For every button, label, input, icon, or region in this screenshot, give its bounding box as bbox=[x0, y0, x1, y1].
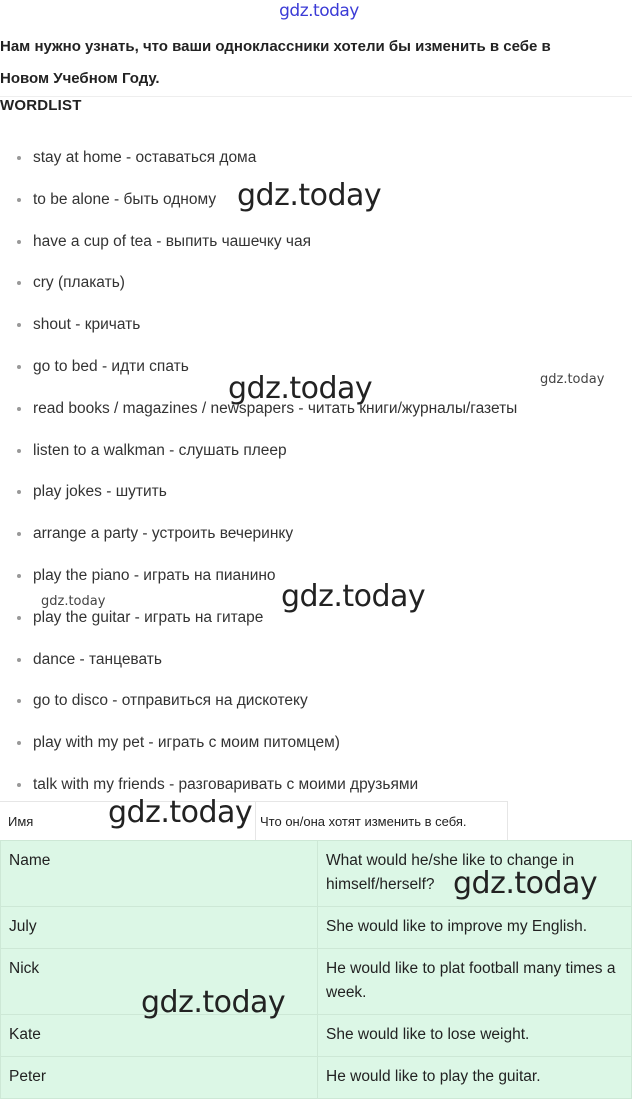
bullet-icon bbox=[17, 616, 21, 620]
cell-name: July bbox=[1, 907, 318, 949]
cell-change: What would he/she like to change in himself/herself? bbox=[318, 841, 632, 907]
bullet-icon bbox=[17, 281, 21, 285]
list-item bbox=[0, 513, 517, 555]
watermark: gdz.today bbox=[141, 985, 286, 1020]
list-item-text: go to bed - идти спать bbox=[33, 357, 189, 375]
header-cell-change: Что он/она хотят изменить в себя. bbox=[256, 802, 508, 842]
bullet-icon bbox=[17, 156, 21, 160]
watermark: gdz.today bbox=[108, 795, 253, 830]
watermark: gdz.today bbox=[281, 579, 426, 614]
cell-name: Nick bbox=[1, 949, 318, 1015]
watermark: gdz.today bbox=[41, 594, 106, 609]
list-item-text: read books / magazines / newspapers - читать книги/журналы/газеты bbox=[33, 399, 518, 417]
bullet-icon bbox=[17, 490, 21, 494]
bullet-icon bbox=[17, 323, 21, 327]
cell-change: She would like to improve my English. bbox=[318, 907, 632, 949]
bullet-icon bbox=[17, 407, 21, 411]
list-item-text: dance - танцевать bbox=[33, 650, 162, 668]
list-item bbox=[0, 555, 517, 597]
bullet-icon bbox=[17, 783, 21, 787]
intro-line-2: Новом Учебном Году. bbox=[0, 70, 160, 87]
list-item bbox=[0, 764, 517, 806]
site-logo: gdz.today bbox=[279, 1, 359, 21]
table-row bbox=[1, 949, 632, 1015]
header-cell-name: Имя bbox=[0, 802, 256, 842]
table-row bbox=[1, 1015, 632, 1057]
list-item bbox=[0, 430, 517, 472]
watermark: gdz.today bbox=[453, 866, 598, 901]
list-item-text: go to disco - отправиться на дискотеку bbox=[33, 692, 308, 710]
watermark: gdz.today bbox=[228, 371, 373, 406]
bullet-icon bbox=[17, 741, 21, 745]
list-item bbox=[0, 221, 517, 263]
cell-change: She would like to lose weight. bbox=[318, 1015, 632, 1057]
table-row bbox=[1, 907, 632, 949]
answer-grid-header bbox=[0, 801, 508, 843]
list-item-text: cry (плакать) bbox=[33, 274, 125, 292]
cell-name: Peter bbox=[1, 1057, 318, 1099]
cell-change: He would like to plat football many times a week. bbox=[318, 949, 632, 1015]
bullet-icon bbox=[17, 699, 21, 703]
cell-change: He would like to play the guitar. bbox=[318, 1057, 632, 1099]
list-item-text: play the piano - играть на пианино bbox=[33, 566, 276, 584]
list-item-text: play jokes - шутить bbox=[33, 483, 167, 501]
list-item-text: play with my pet - играть с моим питомцем) bbox=[33, 734, 340, 752]
bullet-icon bbox=[17, 532, 21, 536]
intro-line-1: Нам нужно узнать, что ваши одноклассники хотели бы изменить в себе в bbox=[0, 38, 551, 55]
task-intro bbox=[0, 31, 600, 95]
bullet-icon bbox=[17, 365, 21, 369]
list-item bbox=[0, 304, 517, 346]
list-item-text: shout - кричать bbox=[33, 316, 141, 334]
watermark: gdz.today bbox=[540, 372, 605, 387]
cell-name: Name bbox=[1, 841, 318, 907]
list-item-text: arrange a party - устроить вечеринку bbox=[33, 525, 294, 543]
list-item-text: listen to a walkman - слушать плеер bbox=[33, 441, 287, 459]
list-item-text: talk with my friends - разговаривать с моими друзьями bbox=[33, 775, 419, 793]
list-item bbox=[0, 471, 517, 513]
wordlist-title: WORDLIST bbox=[0, 97, 82, 114]
bullet-icon bbox=[17, 658, 21, 662]
bullet-icon bbox=[17, 574, 21, 578]
list-item bbox=[0, 262, 517, 304]
cell-name: Kate bbox=[1, 1015, 318, 1057]
list-item bbox=[0, 680, 517, 722]
watermark: gdz.today bbox=[237, 178, 382, 213]
list-item-text: to be alone - быть одному bbox=[33, 190, 217, 208]
list-item-text: play the guitar - играть на гитаре bbox=[33, 608, 264, 626]
table-row bbox=[1, 1057, 632, 1099]
list-item-text: have a cup of tea - выпить чашечку чая bbox=[33, 232, 312, 250]
wordlist bbox=[0, 137, 517, 806]
list-item bbox=[0, 639, 517, 681]
divider bbox=[0, 96, 632, 97]
bullet-icon bbox=[17, 240, 21, 244]
bullet-icon bbox=[17, 198, 21, 202]
bullet-icon bbox=[17, 449, 21, 453]
list-item-text: stay at home - оставаться дома bbox=[33, 149, 257, 166]
list-item bbox=[0, 137, 517, 179]
list-item bbox=[0, 722, 517, 764]
